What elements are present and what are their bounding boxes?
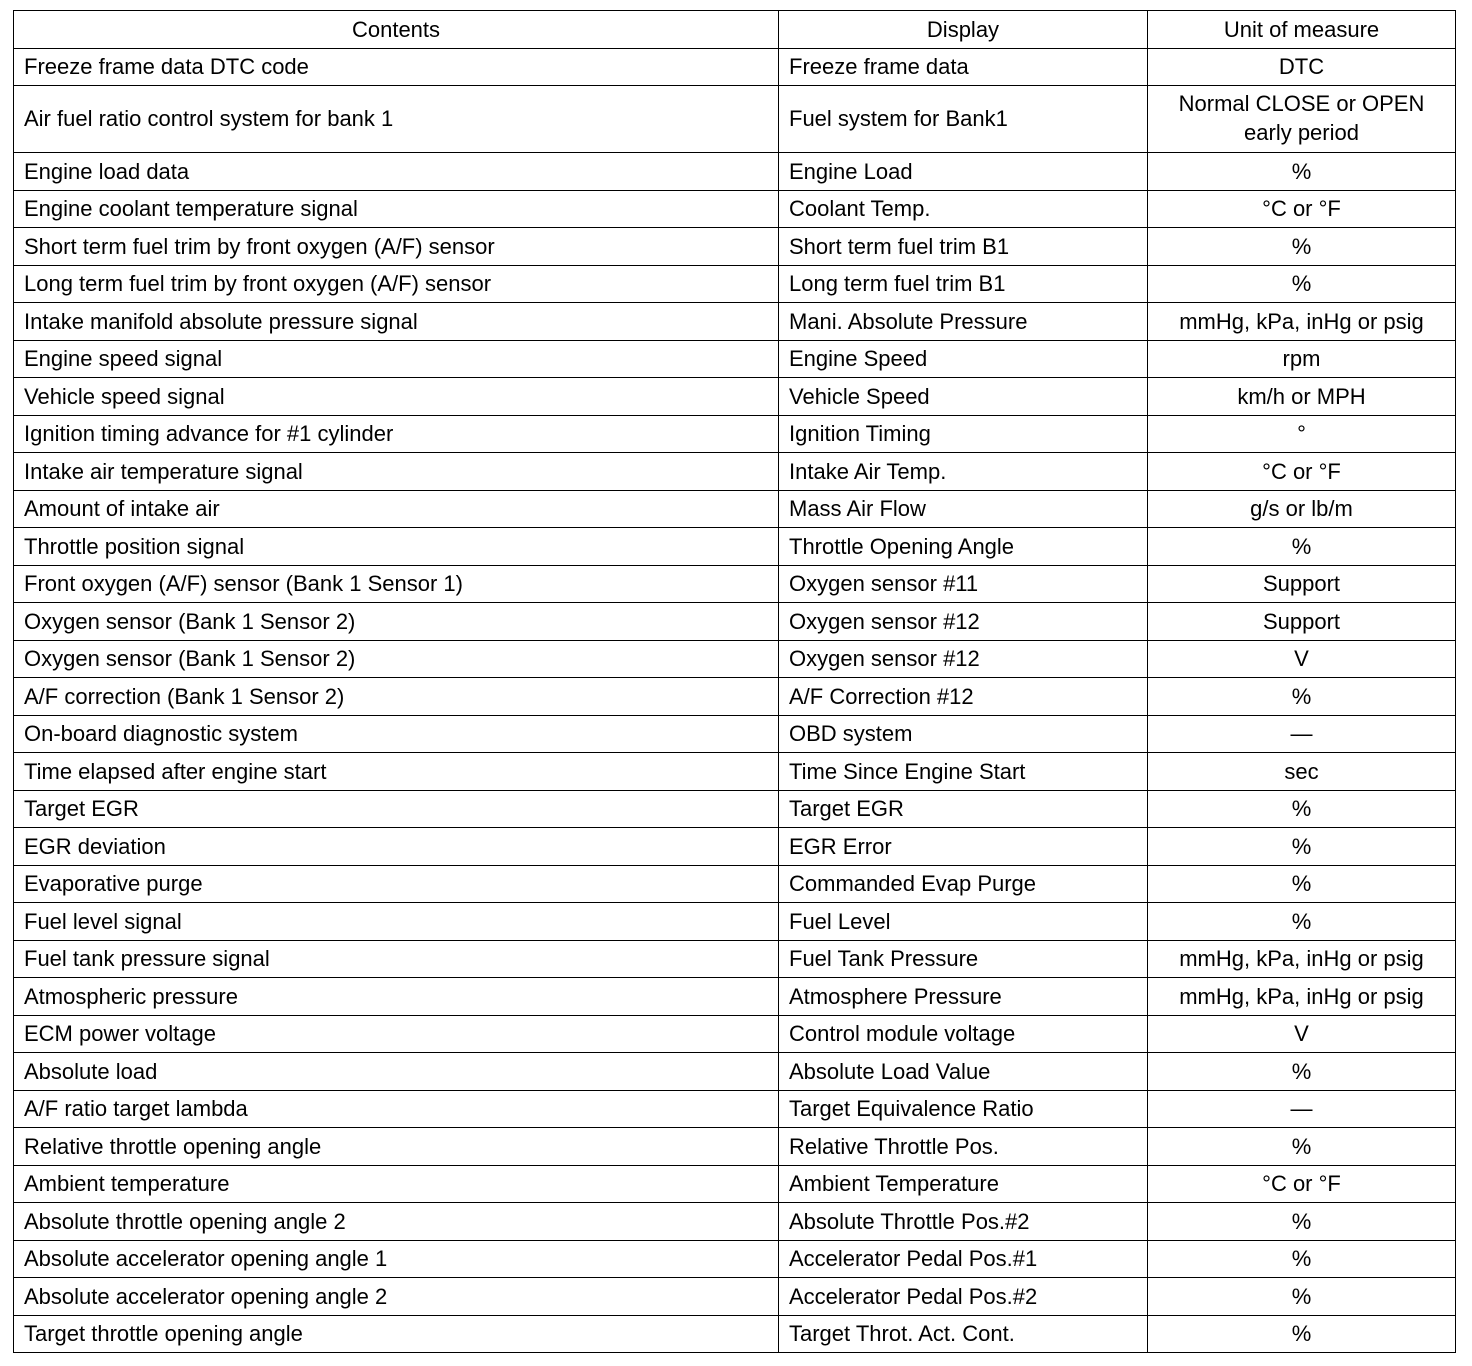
cell-display: Mass Air Flow: [779, 490, 1148, 528]
cell-unit-of-measure: %: [1148, 1315, 1456, 1353]
table-row: [14, 1090, 1456, 1128]
cell-unit-of-measure: mmHg, kPa, inHg or psig: [1148, 978, 1456, 1016]
cell-display: Target EGR: [779, 790, 1148, 828]
cell-unit-of-measure: %: [1148, 528, 1456, 566]
cell-contents: Absolute throttle opening angle 2: [14, 1203, 779, 1241]
header-contents: Contents: [14, 11, 779, 49]
cell-display: Oxygen sensor #12: [779, 640, 1148, 678]
cell-contents: A/F correction (Bank 1 Sensor 2): [14, 678, 779, 716]
cell-contents: Long term fuel trim by front oxygen (A/F) sensor: [14, 265, 779, 303]
cell-contents: Freeze frame data DTC code: [14, 48, 779, 86]
cell-display: Fuel system for Bank1: [779, 86, 1148, 153]
cell-contents: Engine speed signal: [14, 340, 779, 378]
cell-unit-of-measure: rpm: [1148, 340, 1456, 378]
cell-unit-of-measure: g/s or lb/m: [1148, 490, 1456, 528]
cell-unit-of-measure: %: [1148, 153, 1456, 191]
cell-unit-of-measure: °C or °F: [1148, 453, 1456, 491]
cell-display: Coolant Temp.: [779, 190, 1148, 228]
table-row: [14, 903, 1456, 941]
table-row: [14, 940, 1456, 978]
cell-contents: Intake manifold absolute pressure signal: [14, 303, 779, 341]
table-header: [14, 11, 1456, 49]
cell-display: A/F Correction #12: [779, 678, 1148, 716]
table-body: [14, 48, 1456, 1353]
header-unit-of-measure: Unit of measure: [1148, 11, 1456, 49]
table-row: [14, 1165, 1456, 1203]
cell-contents: A/F ratio target lambda: [14, 1090, 779, 1128]
cell-unit-of-measure: —: [1148, 1090, 1456, 1128]
cell-display: Engine Speed: [779, 340, 1148, 378]
table-row: [14, 86, 1456, 153]
cell-display: Oxygen sensor #11: [779, 565, 1148, 603]
cell-contents: Amount of intake air: [14, 490, 779, 528]
cell-contents: Time elapsed after engine start: [14, 753, 779, 791]
table-row: [14, 640, 1456, 678]
table-row: [14, 340, 1456, 378]
cell-display: Fuel Level: [779, 903, 1148, 941]
cell-unit-of-measure: %: [1148, 790, 1456, 828]
cell-display: Control module voltage: [779, 1015, 1148, 1053]
cell-contents: ECM power voltage: [14, 1015, 779, 1053]
table-row: [14, 603, 1456, 641]
cell-unit-of-measure: Normal CLOSE or OPEN early period: [1148, 86, 1456, 153]
table-row: [14, 453, 1456, 491]
cell-display: Target Equivalence Ratio: [779, 1090, 1148, 1128]
table-row: [14, 1015, 1456, 1053]
cell-display: Throttle Opening Angle: [779, 528, 1148, 566]
table-row: [14, 1240, 1456, 1278]
cell-display: Commanded Evap Purge: [779, 865, 1148, 903]
cell-contents: Engine load data: [14, 153, 779, 191]
cell-unit-of-measure: mmHg, kPa, inHg or psig: [1148, 303, 1456, 341]
cell-display: Accelerator Pedal Pos.#1: [779, 1240, 1148, 1278]
cell-unit-of-measure: %: [1148, 228, 1456, 266]
cell-unit-of-measure: Support: [1148, 603, 1456, 641]
table-row: [14, 228, 1456, 266]
cell-display: Time Since Engine Start: [779, 753, 1148, 791]
cell-display: Mani. Absolute Pressure: [779, 303, 1148, 341]
cell-unit-of-measure: °C or °F: [1148, 1165, 1456, 1203]
cell-display: EGR Error: [779, 828, 1148, 866]
cell-unit-of-measure: %: [1148, 1128, 1456, 1166]
cell-contents: Fuel level signal: [14, 903, 779, 941]
table-row: [14, 303, 1456, 341]
table-row: [14, 415, 1456, 453]
table-row: [14, 715, 1456, 753]
cell-contents: Ignition timing advance for #1 cylinder: [14, 415, 779, 453]
cell-unit-of-measure: %: [1148, 865, 1456, 903]
cell-unit-of-measure: %: [1148, 903, 1456, 941]
cell-contents: Oxygen sensor (Bank 1 Sensor 2): [14, 640, 779, 678]
cell-unit-of-measure: %: [1148, 678, 1456, 716]
cell-display: Freeze frame data: [779, 48, 1148, 86]
cell-display: Atmosphere Pressure: [779, 978, 1148, 1016]
cell-display: Target Throt. Act. Cont.: [779, 1315, 1148, 1353]
cell-contents: On-board diagnostic system: [14, 715, 779, 753]
freeze-frame-data-table: [13, 10, 1456, 1353]
header-display: Display: [779, 11, 1148, 49]
table-row: [14, 153, 1456, 191]
cell-display: Ignition Timing: [779, 415, 1148, 453]
cell-contents: Front oxygen (A/F) sensor (Bank 1 Sensor 1): [14, 565, 779, 603]
table-row: [14, 1203, 1456, 1241]
cell-contents: Atmospheric pressure: [14, 978, 779, 1016]
cell-unit-of-measure: —: [1148, 715, 1456, 753]
cell-contents: Target throttle opening angle: [14, 1315, 779, 1353]
cell-contents: Ambient temperature: [14, 1165, 779, 1203]
cell-unit-of-measure: km/h or MPH: [1148, 378, 1456, 416]
cell-unit-of-measure: %: [1148, 828, 1456, 866]
table-row: [14, 828, 1456, 866]
cell-display: Intake Air Temp.: [779, 453, 1148, 491]
cell-contents: Fuel tank pressure signal: [14, 940, 779, 978]
cell-contents: Vehicle speed signal: [14, 378, 779, 416]
cell-contents: Short term fuel trim by front oxygen (A/F) sensor: [14, 228, 779, 266]
cell-unit-of-measure: V: [1148, 1015, 1456, 1053]
cell-unit-of-measure: %: [1148, 1240, 1456, 1278]
cell-unit-of-measure: %: [1148, 1053, 1456, 1091]
table-row: [14, 1315, 1456, 1353]
cell-contents: Oxygen sensor (Bank 1 Sensor 2): [14, 603, 779, 641]
table-row: [14, 1278, 1456, 1316]
cell-display: Accelerator Pedal Pos.#2: [779, 1278, 1148, 1316]
cell-unit-of-measure: °: [1148, 415, 1456, 453]
cell-contents: Evaporative purge: [14, 865, 779, 903]
table-row: [14, 190, 1456, 228]
cell-contents: Intake air temperature signal: [14, 453, 779, 491]
cell-display: Long term fuel trim B1: [779, 265, 1148, 303]
table-row: [14, 490, 1456, 528]
cell-contents: Absolute accelerator opening angle 2: [14, 1278, 779, 1316]
cell-unit-of-measure: °C or °F: [1148, 190, 1456, 228]
table-row: [14, 753, 1456, 791]
cell-contents: EGR deviation: [14, 828, 779, 866]
table-row: [14, 378, 1456, 416]
cell-unit-of-measure: Support: [1148, 565, 1456, 603]
table-row: [14, 265, 1456, 303]
cell-display: Relative Throttle Pos.: [779, 1128, 1148, 1166]
table-row: [14, 678, 1456, 716]
cell-contents: Engine coolant temperature signal: [14, 190, 779, 228]
cell-unit-of-measure: DTC: [1148, 48, 1456, 86]
cell-display: Absolute Throttle Pos.#2: [779, 1203, 1148, 1241]
cell-display: Fuel Tank Pressure: [779, 940, 1148, 978]
cell-display: Engine Load: [779, 153, 1148, 191]
cell-display: Short term fuel trim B1: [779, 228, 1148, 266]
table-row: [14, 978, 1456, 1016]
table-row: [14, 865, 1456, 903]
header-row: [14, 11, 1456, 49]
cell-unit-of-measure: %: [1148, 265, 1456, 303]
cell-display: OBD system: [779, 715, 1148, 753]
table-row: [14, 1128, 1456, 1166]
cell-display: Ambient Temperature: [779, 1165, 1148, 1203]
table-row: [14, 1053, 1456, 1091]
cell-unit-of-measure: V: [1148, 640, 1456, 678]
table-row: [14, 528, 1456, 566]
cell-unit-of-measure: mmHg, kPa, inHg or psig: [1148, 940, 1456, 978]
cell-display: Absolute Load Value: [779, 1053, 1148, 1091]
cell-contents: Absolute accelerator opening angle 1: [14, 1240, 779, 1278]
table-row: [14, 790, 1456, 828]
table-row: [14, 565, 1456, 603]
cell-contents: Air fuel ratio control system for bank 1: [14, 86, 779, 153]
cell-unit-of-measure: %: [1148, 1203, 1456, 1241]
cell-contents: Absolute load: [14, 1053, 779, 1091]
cell-contents: Target EGR: [14, 790, 779, 828]
cell-display: Vehicle Speed: [779, 378, 1148, 416]
cell-contents: Throttle position signal: [14, 528, 779, 566]
cell-contents: Relative throttle opening angle: [14, 1128, 779, 1166]
cell-unit-of-measure: %: [1148, 1278, 1456, 1316]
cell-display: Oxygen sensor #12: [779, 603, 1148, 641]
table-row: [14, 48, 1456, 86]
cell-unit-of-measure: sec: [1148, 753, 1456, 791]
